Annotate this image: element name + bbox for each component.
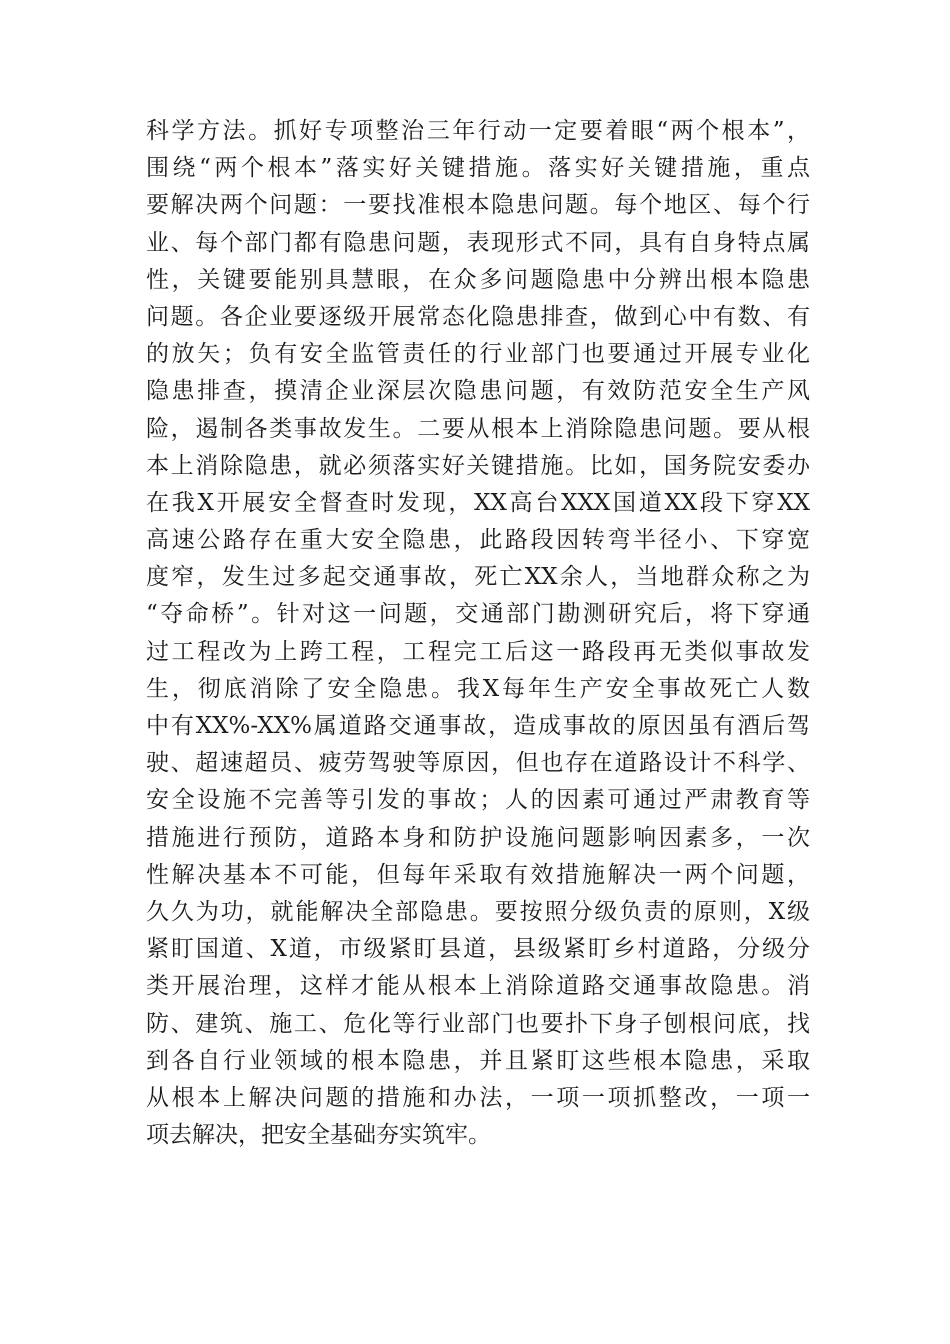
text-line-5: 性，关键要能别具慧眼，在众多问题隐患中分辨出根本隐患 (146, 266, 810, 293)
text-line-16: 生，彻底消除了安全隐患。我X每年生产安全事故死亡人数 (146, 675, 810, 702)
text-line-19: 安全设施不完善等引发的事故；人的因素可通过严肃教育等 (146, 787, 810, 814)
text-line-26: 到各自行业领域的根本隐患，并且紧盯这些根本隐患，采取 (146, 1047, 810, 1074)
text-line-7: 的放矢；负有安全监管责任的行业部门也要通过开展专业化 (146, 341, 810, 368)
text-line-15: 过工程改为上跨工程，工程完工后这一路段再无类似事故发 (146, 638, 810, 665)
text-line-20: 措施进行预防，道路本身和防护设施问题影响因素多，一次 (146, 824, 810, 851)
text-line-1: 科学方法。抓好专项整治三年行动一定要着眼“两个根本”， (146, 118, 810, 144)
text-line-22: 久久为功，就能解决全部隐患。要按照分级负责的原则，X级 (146, 898, 810, 925)
text-line-12: 高速公路存在重大安全隐患，此路段因转弯半径小、下穿宽 (146, 527, 810, 554)
text-line-6: 问题。各企业要逐级开展常态化隐患排查，做到心中有数、有 (146, 303, 810, 330)
text-line-10: 本上消除隐患，就必须落实好关键措施。比如，国务院安委办 (146, 452, 810, 479)
text-line-27: 从根本上解决问题的措施和办法，一项一项抓整改，一项一 (146, 1084, 810, 1111)
text-line-13: 度窄，发生过多起交通事故，死亡XX余人，当地群众称之为 (146, 564, 810, 591)
text-line-2: 围绕“两个根本”落实好关键措施。落实好关键措施，重点 (146, 155, 810, 182)
text-line-25: 防、建筑、施工、危化等行业部门也要扑下身子刨根问底，找 (146, 1010, 810, 1037)
body-paragraph (146, 113, 810, 1154)
text-line-24: 类开展治理，这样才能从根本上消除道路交通事故隐患。消 (146, 973, 810, 1000)
text-line-14: “夺命桥”。针对这一问题，交通部门勘测研究后，将下穿通 (146, 601, 810, 628)
text-line-21: 性解决基本不可能，但每年采取有效措施解决一两个问题， (146, 861, 810, 888)
text-line-11: 在我X开展安全督查时发现，XX高台XXX国道XX段下穿XX (146, 489, 810, 516)
text-line-9: 险，遏制各类事故发生。二要从根本上消除隐患问题。要从根 (146, 415, 810, 442)
text-line-28: 项去解决，把安全基础夯实筑牢。 (146, 1122, 491, 1149)
text-line-23: 紧盯国道、X道，市级紧盯县道，县级紧盯乡村道路，分级分 (146, 936, 810, 963)
text-line-4: 业、每个部门都有隐患问题，表现形式不同，具有自身特点属 (146, 229, 810, 256)
text-line-18: 驶、超速超员、疲劳驾驶等原因，但也存在道路设计不科学、 (146, 750, 810, 777)
text-line-17: 中有XX%-XX%属道路交通事故，造成事故的原因虽有酒后驾 (146, 713, 810, 739)
text-line-3: 要解决两个问题：一要找准根本隐患问题。每个地区、每个行 (146, 192, 810, 219)
text-line-8: 隐患排查，摸清企业深层次隐患问题，有效防范安全生产风 (146, 378, 810, 405)
